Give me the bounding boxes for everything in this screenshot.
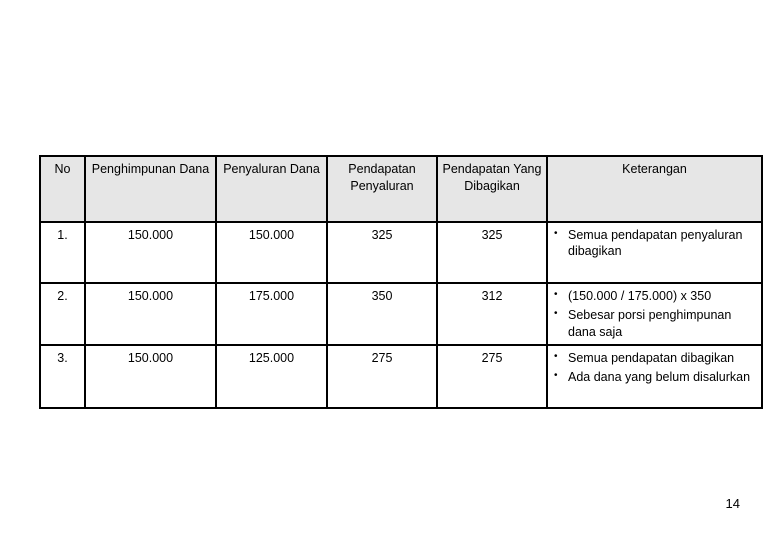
column-header-pendapatan-dibagikan: Pendapatan Yang Dibagikan	[437, 156, 547, 222]
table-header	[40, 156, 762, 222]
bullet-icon: •	[554, 228, 558, 239]
cell-pendapatan-dibagikan: 325	[437, 222, 547, 283]
header-row	[40, 156, 762, 222]
note-text: Sebesar porsi penghimpunan dana saja	[568, 308, 732, 339]
cell-keterangan	[547, 345, 762, 408]
note-item	[554, 307, 757, 340]
notes-list	[554, 288, 757, 340]
column-header-pendapatan-penyaluran: Pendapatan Penyaluran	[327, 156, 437, 222]
column-header-penghimpunan-dana: Penghimpunan Dana	[85, 156, 216, 222]
table-row	[40, 345, 762, 408]
cell-penyaluran-dana: 175.000	[216, 283, 327, 345]
note-item	[554, 288, 757, 304]
cell-pendapatan-penyaluran: 350	[327, 283, 437, 345]
notes-list	[554, 227, 757, 260]
note-item	[554, 227, 757, 260]
table-row	[40, 283, 762, 345]
note-item	[554, 369, 757, 385]
cell-keterangan	[547, 283, 762, 345]
cell-pendapatan-penyaluran: 275	[327, 345, 437, 408]
cell-penyaluran-dana: 150.000	[216, 222, 327, 283]
cell-penyaluran-dana: 125.000	[216, 345, 327, 408]
note-text: (150.000 / 175.000) x 350	[568, 289, 712, 303]
column-header-no: No	[40, 156, 85, 222]
page-number: 14	[725, 496, 740, 511]
note-item	[554, 350, 757, 366]
cell-keterangan	[547, 222, 762, 283]
cell-penghimpunan-dana: 150.000	[85, 345, 216, 408]
table-body	[40, 222, 762, 408]
cell-pendapatan-dibagikan: 312	[437, 283, 547, 345]
cell-no: 1.	[40, 222, 85, 283]
cell-pendapatan-dibagikan: 275	[437, 345, 547, 408]
column-header-penyaluran-dana: Penyaluran Dana	[216, 156, 327, 222]
data-table	[39, 155, 763, 409]
cell-pendapatan-penyaluran: 325	[327, 222, 437, 283]
note-text: Semua pendapatan penyaluran dibagikan	[568, 228, 743, 259]
cell-no: 3.	[40, 345, 85, 408]
note-text: Semua pendapatan dibagikan	[568, 351, 735, 365]
bullet-icon: •	[554, 308, 558, 320]
column-header-keterangan: Keterangan	[547, 156, 762, 222]
bullet-icon: •	[554, 289, 558, 300]
cell-no: 2.	[40, 283, 85, 345]
note-text: Ada dana yang belum disalurkan	[568, 370, 751, 385]
bullet-icon: •	[554, 370, 558, 382]
table-row	[40, 222, 762, 283]
notes-list	[554, 350, 757, 386]
cell-penghimpunan-dana: 150.000	[85, 283, 216, 345]
cell-penghimpunan-dana: 150.000	[85, 222, 216, 283]
bullet-icon: •	[554, 351, 558, 362]
